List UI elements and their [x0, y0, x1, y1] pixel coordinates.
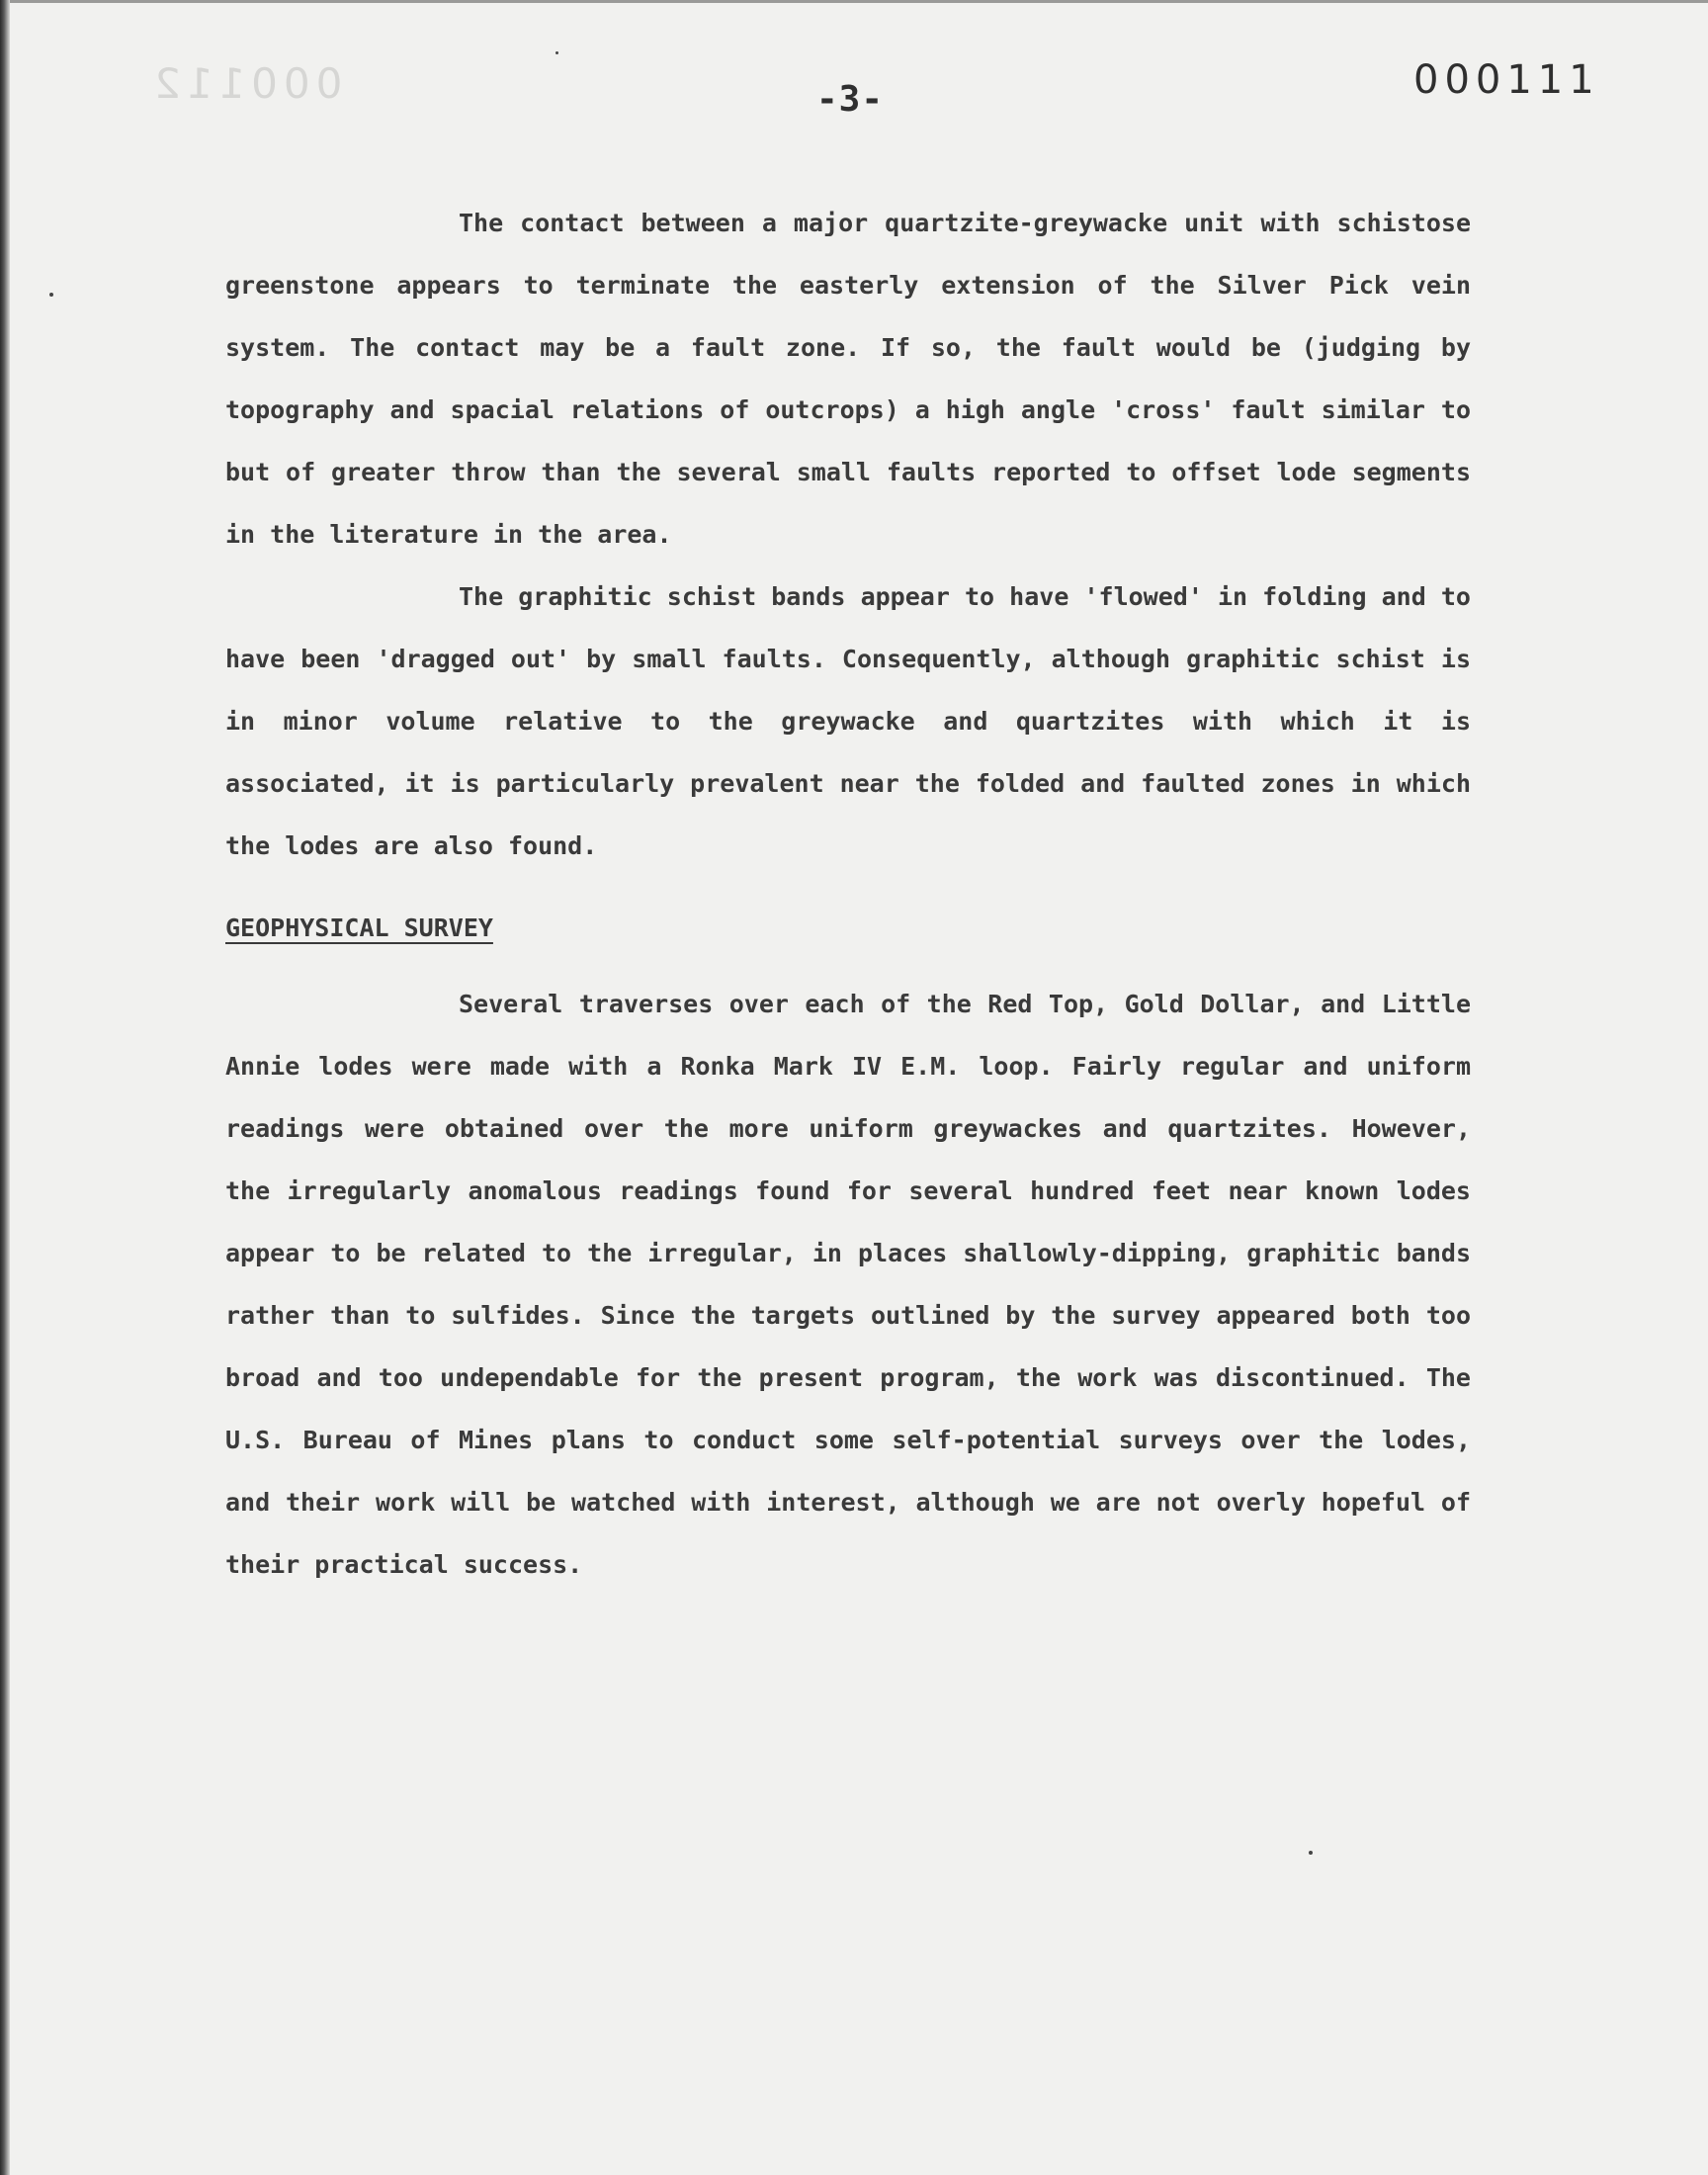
scan-speck — [1309, 1851, 1313, 1855]
scan-speck — [555, 51, 558, 54]
scan-left-edge — [0, 0, 10, 2175]
bleed-through-document-id: 000112 — [148, 59, 343, 108]
scan-top-edge — [0, 0, 1708, 3]
page-number: -3- — [816, 79, 885, 120]
paragraph-geophysical-survey: Several traverses over each of the Red Top, Gold Dollar, and Little Annie lodes were made with a Ronka Mark IV E.M. loop. Fairly regular and uniform readings were obtained over the more uniform greywackes and quartzites. However, the irregularly anomalous readings found for several hundred feet near known lodes appear to be related to the irregular, in places shallowly-dipping, graphitic bands rather than to sulfides. Since the targets outlined by the survey appeared both too broad and too undependable for the present program, the work was discontinued. The U.S. Bureau of Mines plans to conduct some self-potential surveys over the lodes, and their work will be watched with interest, although we are not overly hopeful of their practical success. — [225, 990, 1471, 1579]
scan-speck — [49, 293, 53, 297]
paragraph-graphitic-schist: The graphitic schist bands appear to have 'flowed' in folding and to have been 'dragged out' by small faults. Consequently, although graphitic schist is in minor volume relative to the greywacke and quartzites with which it is associated, it is particularly prevalent near the folded and faulted zones in which the lodes are also found. — [225, 582, 1471, 860]
paragraph-contact: The contact between a major quartzite-greywacke unit with schistose greenstone appears to terminate the easterly extension of the Silver Pick vein system. The contact may be a fault zone. If so, the fault would be (judging by topography and spacial relations of outcrops) a high angle 'cross' fault similar to but of greater throw than the several small faults reported to offset lode segments in the literature in the area. — [225, 209, 1471, 549]
document-id: 000111 — [1413, 57, 1600, 103]
document-body — [225, 192, 1471, 1596]
section-heading: GEOPHYSICAL SURVEY — [225, 914, 493, 942]
